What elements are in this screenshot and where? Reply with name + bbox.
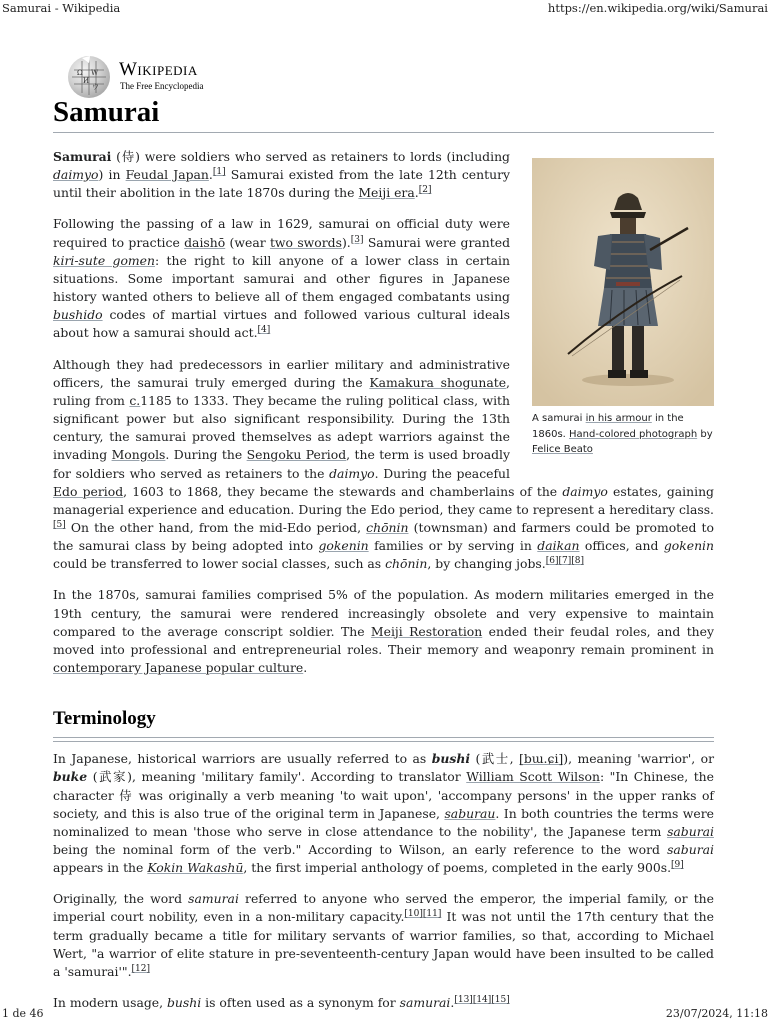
page-url[interactable]: https://en.wikipedia.org/wiki/Samurai [547, 1, 768, 15]
section-divider-2 [53, 741, 714, 742]
ref-7[interactable]: [7] [558, 556, 572, 567]
ref-3[interactable]: [3] [350, 234, 364, 245]
link-chonin[interactable]: chōnin [366, 519, 409, 535]
svg-text:И: И [83, 77, 90, 85]
intro-paragraph-3: Although they had predecessors in earlier military and administrative officers, the samurai truly emerged during the Kamakura shogunate, ruling from c.1185 to 1333. They became the ruling political class, with significant power but also significant responsibility. During the 13th century, the samurai proved themselves as adept warriors against the invading Mongols. During the Sengoku Period, the term is used broadly for soldiers who served as retainers to the daimyo. During the peaceful Edo period, 1603 to 1868, they became the stewards and chamberlains of the daimyo estates, gaining managerial experience and education. During the Edo period, they came to represent a hereditary class.[5] On the other hand, from the mid-Edo period, chōnin (townsman) and farmers could be promoted to the samurai class by being adopted into gokenin families or by serving in daikan offices, and gokenin could be transferred to lower social classes, such as chōnin, by changing jobs.[6][7][8] [53, 356, 714, 572]
wikipedia-tagline: The Free Encyclopedia [120, 81, 204, 91]
link-sengoku-period[interactable]: Sengoku Period [246, 447, 347, 463]
print-datetime: 23/07/2024, 11:18 [665, 1007, 768, 1020]
link-gokenin[interactable]: gokenin [318, 538, 369, 554]
ref-15[interactable]: [15] [491, 994, 510, 1005]
ref-13[interactable]: [13] [454, 994, 473, 1005]
section-heading-terminology: Terminology [53, 708, 156, 730]
wikipedia-wordmark: Wikipedia [119, 59, 198, 80]
ref-12[interactable]: [12] [131, 963, 151, 974]
link-meiji-restoration[interactable]: Meiji Restoration [370, 623, 483, 639]
link-mongols[interactable]: Mongols [111, 447, 166, 463]
terminology-paragraph-1: In Japanese, historical warriors are usually referred to as bushi (武士, [bɯ.ɕi]), meaning 'warrior', or buke (武家), meaning 'military family'. According to translator William Scott Wilson: "In Chinese, the character 侍 was originally a verb meaning 'to wait upon', 'accompany persons' in the upper ranks of society, and this is also true of the original term in Japanese, saburau. In both countries the terms were nominalized to mean 'those who serve in close attendance to the nobility', the Japanese term saburai being the nominal form of the verb." According to Wilson, an early reference to the word saburai appears in the Kokin Wakashū, the first imperial anthology of poems, completed in the early 900s.[9] [53, 751, 715, 876]
samurai-photo[interactable] [532, 158, 714, 406]
title-divider [53, 132, 714, 133]
ref-14[interactable]: [14] [472, 994, 492, 1005]
svg-text:W: W [91, 69, 99, 77]
intro-paragraph-4: In the 1870s, samurai families comprised 5% of the population. As modern militaries emerged in the 19th century, the samurai were rendered increasingly obsolete and very expensive to maintain compared to the average conscript soldier. The Meiji Restoration ended their feudal roles, and they moved into professional and entrepreneurial roles. Their memory and weaponry remain prominent in contemporary Japanese popular culture. [53, 587, 714, 676]
ref-6[interactable]: [6] [545, 556, 559, 567]
print-footer [0, 1006, 768, 1024]
page-title: Samurai [53, 96, 160, 128]
ref-1[interactable]: [1] [212, 167, 226, 178]
tab-title: Samurai - Wikipedia [2, 1, 121, 15]
ref-2[interactable]: [2] [418, 185, 432, 196]
link-saburau[interactable]: saburau [444, 805, 496, 821]
link-hand-colored-photograph[interactable]: Hand-colored photograph [569, 428, 698, 440]
link-daikan[interactable]: daikan [537, 538, 580, 554]
link-edo-period[interactable]: Edo period [53, 483, 124, 499]
link-william-scott-wilson[interactable]: William Scott Wilson [466, 769, 600, 785]
ref-11[interactable]: [11] [422, 909, 442, 920]
page-counter: 1 de 46 [2, 1007, 44, 1020]
print-header [0, 0, 768, 18]
link-kamakura-shogunate[interactable]: Kamakura shogunate [369, 374, 507, 390]
link-saburai[interactable]: saburai [667, 823, 714, 839]
link-kiri-sute-gomen[interactable]: kiri-sute gomen [53, 252, 155, 268]
terminology-paragraph-2: Originally, the word samurai referred to anyone who served the emperor, the imperial family, or the imperial court nobility, even in a non-military capacity.[10][11] It was not until the 17th century that the term gradually became a title for military servants of warrior families, so that, according to Michael Wert, "a warrior of elite stature in pre-seventeenth-century Japan would have been insulted to be called a 'samurai'".[12] [53, 891, 714, 979]
link-in-his-armour[interactable]: in his armour [585, 413, 652, 424]
link-bushido[interactable]: bushido [53, 307, 103, 323]
ref-8[interactable]: [8] [571, 556, 584, 567]
link-circa[interactable]: c. [129, 392, 141, 408]
link-contemporary-culture[interactable]: contemporary Japanese popular culture [53, 660, 304, 676]
ref-5[interactable]: [5] [53, 519, 66, 530]
link-two-swords[interactable]: two swords [269, 234, 342, 250]
svg-text:Ω: Ω [77, 69, 83, 77]
terminology-paragraph-3: In modern usage, bushi is often used as a synonym for samurai.[13][14][15] [53, 994, 510, 1011]
link-meiji-era[interactable]: Meiji era [358, 185, 415, 201]
ref-4[interactable]: [4] [257, 325, 271, 336]
link-ipa-bushi[interactable]: [bɯ.ɕi] [519, 751, 564, 767]
link-daisho[interactable]: daishō [184, 234, 226, 250]
article-body [53, 148, 714, 1025]
intro-paragraph-1: Samurai (侍) were soldiers who served as retainers to lords (including daimyo) in Feudal Japan.[1] Samurai existed from the late 12th century until their abolition in the late 1870s during the Meiji era.[2] [53, 149, 511, 201]
infobox-caption: A samurai in his armour in the 1860s. Hand-colored photograph by Felice Beato [532, 413, 713, 455]
infobox [532, 158, 714, 458]
ref-9[interactable]: [9] [671, 860, 684, 871]
svg-text:ウ: ウ [92, 83, 99, 91]
link-daimyo[interactable]: daimyo [53, 167, 99, 183]
link-felice-beato[interactable]: Felice Beato [532, 444, 593, 455]
intro-paragraph-2: Following the passing of a law in 1629, samurai on official duty were required to practice daishō (wear two swords).[3] Samurai were granted kiri-sute gomen: the right to kill anyone of a lower class in certain situations. Some important samurai and other figures in Japanese history wanted others to believe all of them engaged combatants using bushido codes of martial virtues and followed various cultural ideals about how a samurai should act.[4] [53, 216, 511, 341]
ref-10[interactable]: [10] [404, 909, 423, 920]
link-kokin-wakashu[interactable]: Kokin Wakashū [147, 860, 244, 876]
section-divider [53, 737, 714, 738]
link-feudal-japan[interactable]: Feudal Japan [125, 167, 209, 183]
